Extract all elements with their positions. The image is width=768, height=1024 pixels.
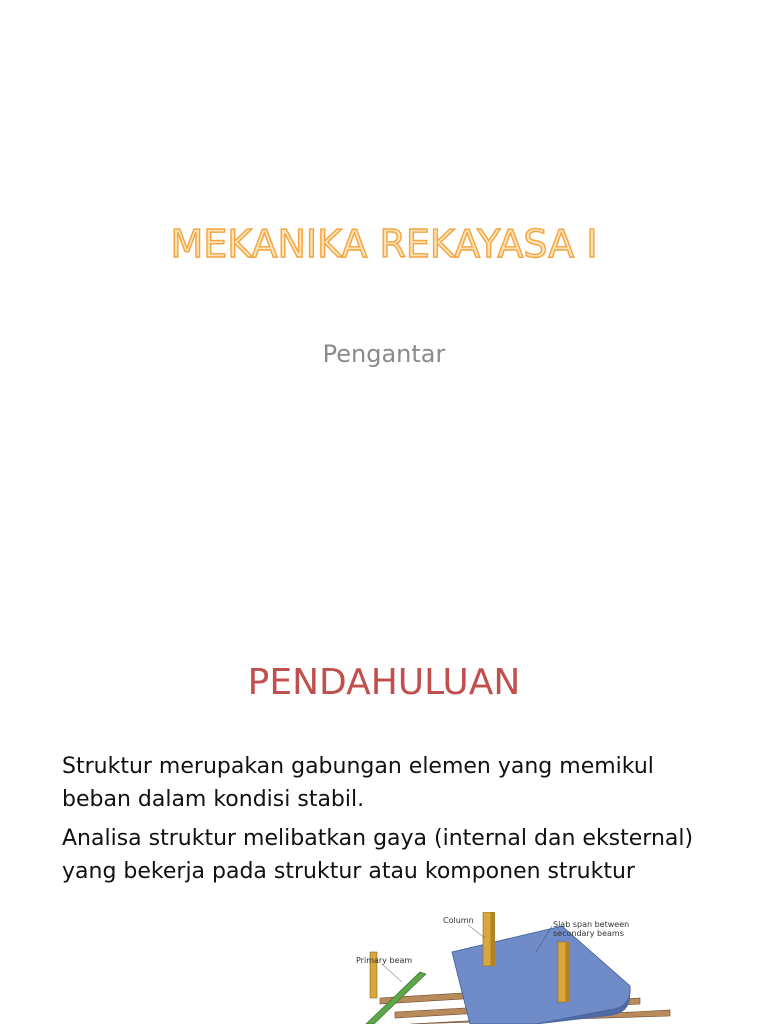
label-slab-line-2: secondary beams xyxy=(553,929,624,938)
section-title: PENDAHULUAN xyxy=(247,662,521,703)
label-slab-line-1: Slab span between xyxy=(553,920,630,929)
structure-diagram xyxy=(340,912,768,1024)
slide-subtitle: Pengantar xyxy=(322,340,446,368)
slide-2 xyxy=(0,590,768,1024)
label-primary-beam: Primary beam xyxy=(356,956,413,965)
floor-slab xyxy=(452,926,630,1024)
label-column: Column xyxy=(443,916,474,925)
paragraph-2: Analisa struktur melibatkan gaya (internal dan eksternal) yang bekerja pada struktur atau komponen struktur xyxy=(62,826,694,884)
slide-title: MEKANIKA REKAYASA I xyxy=(170,222,598,266)
paragraph-1: Struktur merupakan gabungan elemen yang memikul beban dalam kondisi stabil. xyxy=(62,754,654,812)
